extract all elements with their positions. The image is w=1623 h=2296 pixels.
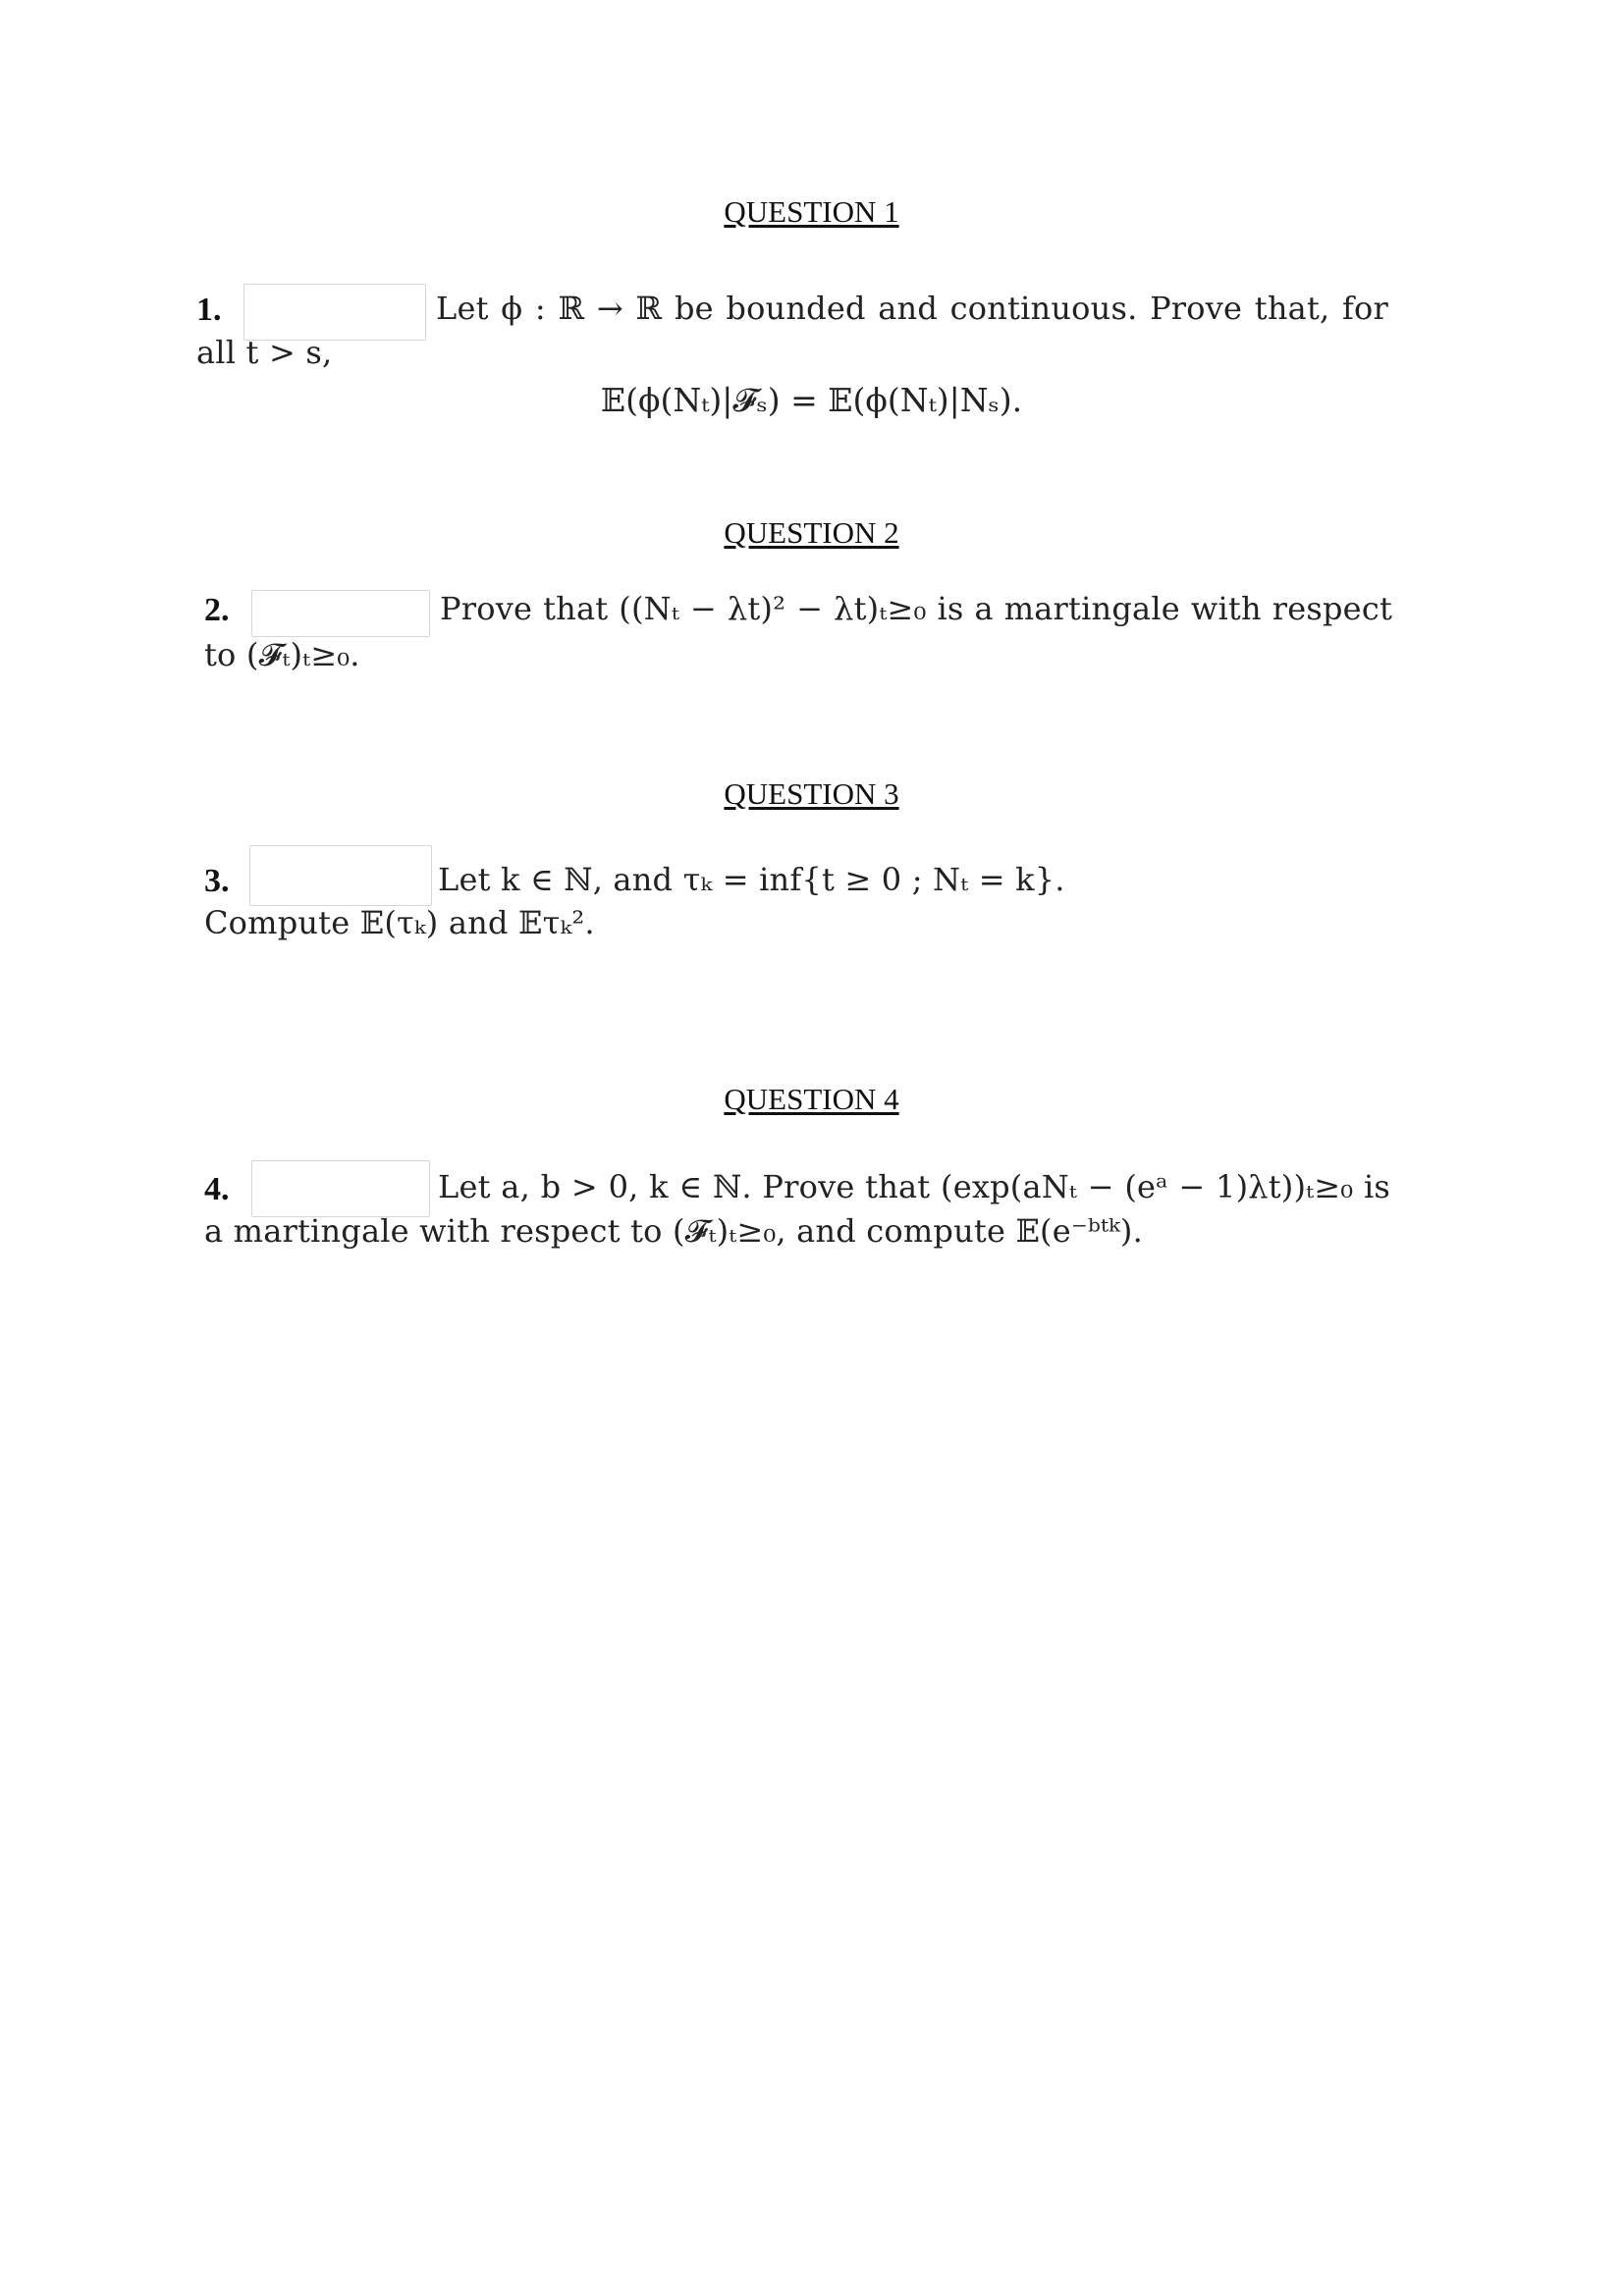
question-3-line-1: Let k ∈ ℕ, and τₖ = inf{t ≥ 0 ; Nₜ = k}. — [438, 861, 1065, 898]
question-4-answer-box[interactable] — [251, 1160, 430, 1217]
question-2-block — [0, 582, 1623, 700]
question-3-line-2: Compute 𝔼(τₖ) and 𝔼τₖ². — [204, 904, 595, 941]
question-4-number: 4. — [204, 1171, 230, 1207]
question-2-line-1: Prove that ((Nₜ − λt)² − λt)ₜ≥₀ is a martingale with respect — [440, 590, 1392, 627]
question-2-line-2: to (𝓕ₜ)ₜ≥₀. — [204, 636, 360, 673]
question-4-line-1: Let a, b > 0, k ∈ ℕ. Prove that (exp(aNₜ − (eᵃ − 1)λt))ₜ≥₀ is — [438, 1168, 1390, 1205]
question-1-title: QUESTION 1 — [724, 194, 899, 229]
question-1-answer-box[interactable] — [243, 284, 426, 341]
question-3-block — [0, 841, 1623, 959]
question-2-title: QUESTION 2 — [724, 515, 899, 550]
question-1-line-1: Let ϕ : ℝ → ℝ be bounded and continuous. Prove that, for — [436, 290, 1388, 327]
question-3-number: 3. — [204, 863, 230, 899]
question-1-number: 1. — [196, 292, 222, 328]
question-1-line-2: all t > s, — [196, 334, 333, 371]
question-1-block — [0, 280, 1623, 398]
question-2-answer-box[interactable] — [251, 590, 430, 637]
question-4-title: QUESTION 4 — [724, 1082, 899, 1116]
question-3-title: QUESTION 3 — [724, 776, 899, 811]
question-4-line-2: a martingale with respect to (𝓕ₜ)ₜ≥₀, and compute 𝔼(e⁻ᵇᵗᵏ). — [204, 1212, 1143, 1250]
question-4-block — [0, 1158, 1623, 1276]
question-1-display-equation: 𝔼(ϕ(Nₜ)|𝓕ₛ) = 𝔼(ϕ(Nₜ)|Nₛ). — [600, 381, 1023, 419]
question-2-number: 2. — [204, 592, 230, 628]
question-3-answer-box[interactable] — [249, 845, 432, 906]
